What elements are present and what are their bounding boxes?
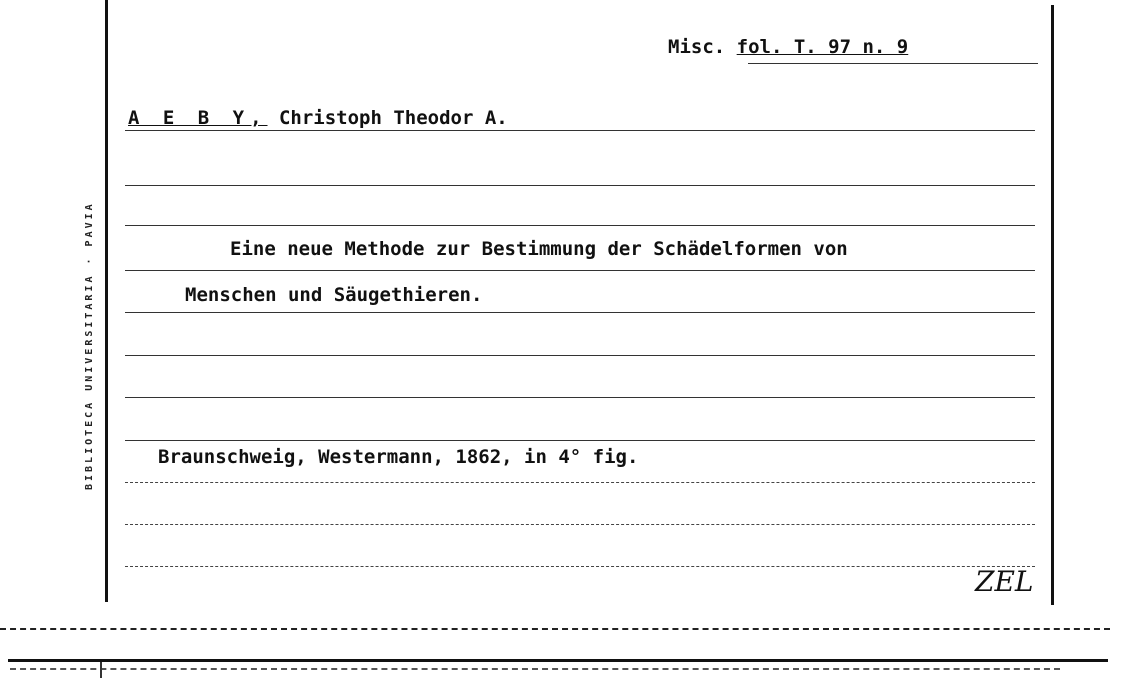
ruled-line: [125, 130, 1035, 131]
ruled-line: [125, 225, 1035, 226]
ruled-line: [125, 185, 1035, 186]
card-bottom-edge: [0, 612, 1123, 678]
handwritten-number: ZEL: [975, 565, 1034, 598]
author-forename: Christoph Theodor A.: [278, 107, 508, 129]
ruled-line: [125, 566, 1035, 567]
title-line-2: Menschen und Säugethieren.: [185, 284, 483, 306]
left-margin-line: [105, 0, 108, 602]
author-heading: [128, 107, 508, 129]
ruled-line: [125, 440, 1035, 441]
shelfmark-number: fol. T. 97 n. 9: [736, 36, 909, 58]
shelfmark-prefix: Misc.: [668, 36, 726, 58]
ruled-line: [125, 524, 1035, 525]
ruled-line: [125, 270, 1035, 271]
imprint: Braunschweig, Westermann, 1862, in 4° fig.: [158, 446, 639, 468]
edge-line: [8, 659, 1108, 662]
author-surname: A E B Y,: [128, 107, 268, 129]
ruled-line: [125, 312, 1035, 313]
shelfmark: [668, 36, 908, 58]
title-line-1: Eine neue Methode zur Bestimmung der Schädelformen von: [230, 238, 848, 260]
edge-tick: [100, 662, 102, 678]
right-margin-line: [1051, 5, 1054, 605]
edge-line: [0, 628, 1110, 630]
edge-line: [10, 668, 1060, 670]
ruled-line: [125, 397, 1035, 398]
library-stamp-label: BIBLIOTECA UNIVERSITARIA · PAVIA: [84, 201, 95, 490]
ruled-line: [748, 63, 1038, 64]
ruled-line: [125, 482, 1035, 483]
ruled-line: [125, 355, 1035, 356]
